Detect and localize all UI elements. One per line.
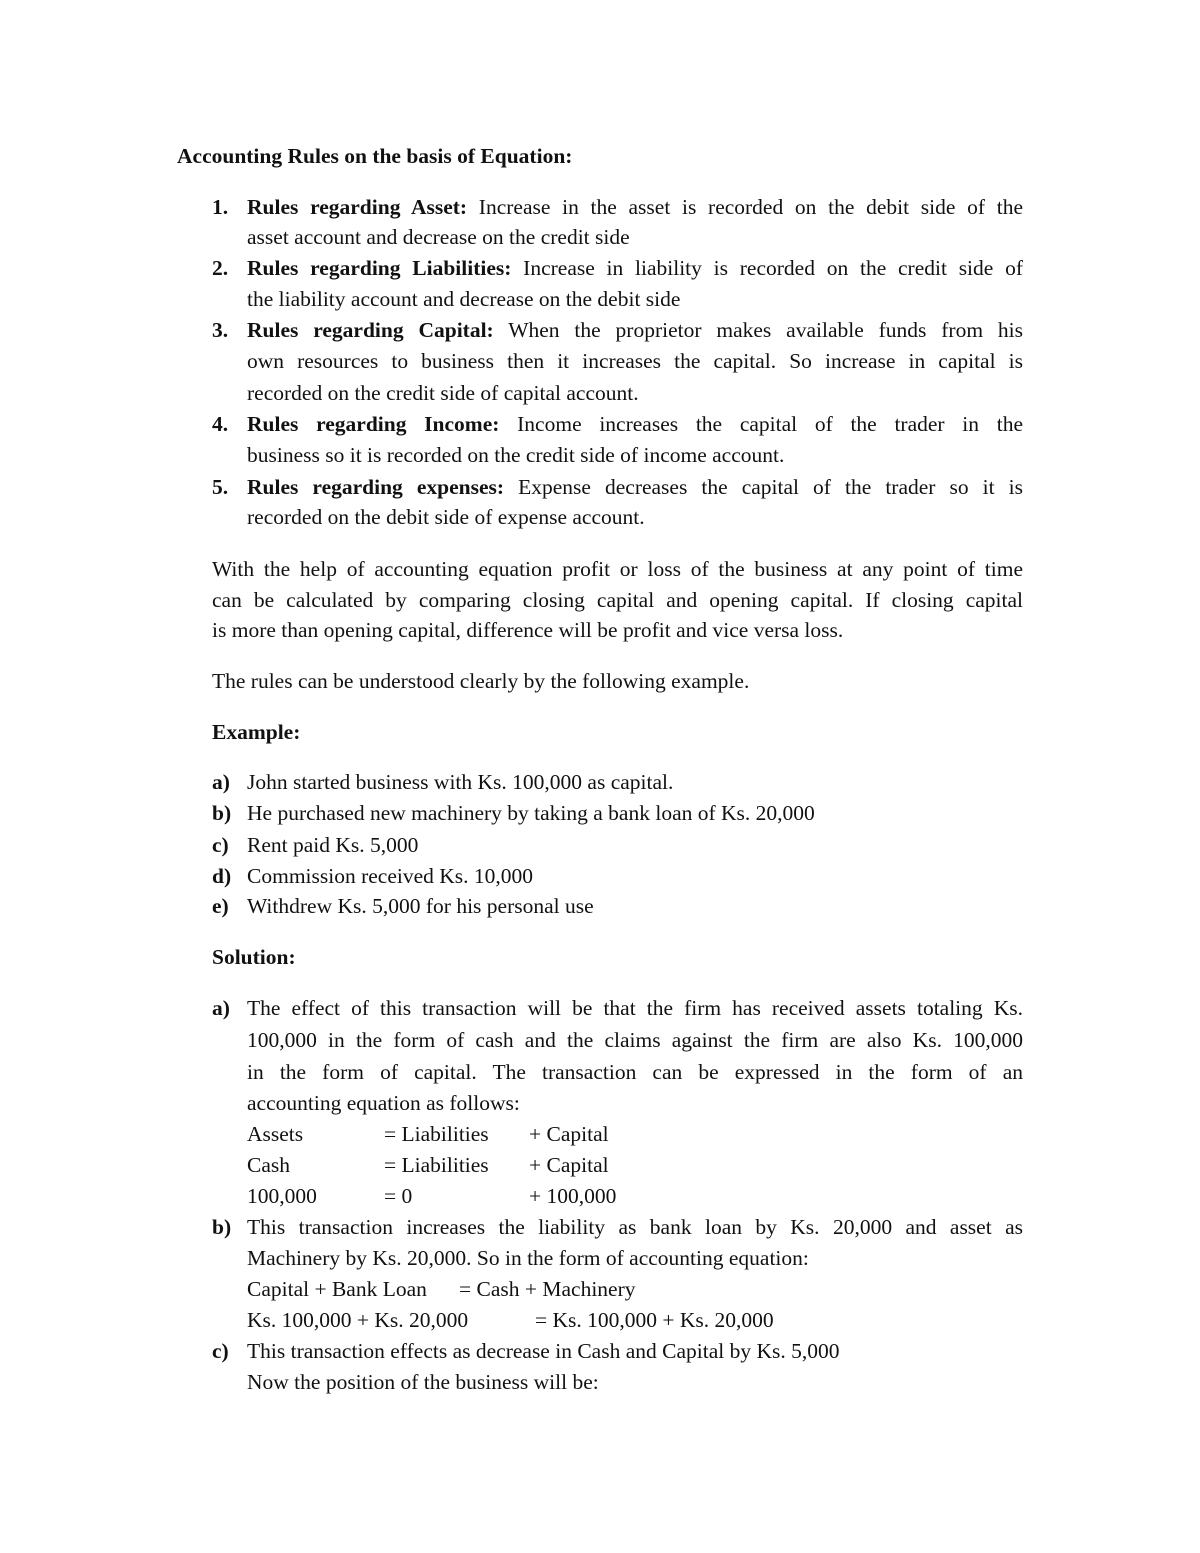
paragraph-text: With the help of accounting equation profit or loss of the business at any point of time: [212, 557, 1023, 581]
solution-text: This transaction increases the liability as bank loan by Ks. 20,000 and asset as: [247, 1215, 1023, 1239]
list-letter: a): [212, 996, 230, 1020]
rule-line: [247, 258, 1023, 280]
equation-cell: Cash: [247, 1153, 290, 1177]
rule-text-span: own resources to business then it increases the capital. So increase in capital is: [247, 349, 1023, 373]
solution-line: [247, 1217, 1023, 1239]
rule-number: 1.: [212, 195, 229, 219]
rule-text: the liability account and decrease on the debit side: [247, 287, 681, 311]
rule-title: Rules regarding expenses:: [247, 475, 505, 499]
page-title: Accounting Rules on the basis of Equation:: [177, 144, 573, 168]
rule-text: [247, 351, 1023, 373]
solution-line: [247, 1030, 1023, 1052]
list-item: He purchased new machinery by taking a bank loan of Ks. 20,000: [247, 801, 815, 825]
example-heading: Example:: [212, 720, 301, 744]
list-letter: b): [212, 1215, 232, 1239]
solution-line: Machinery by Ks. 20,000. So in the form of accounting equation:: [247, 1246, 809, 1270]
equation-cell: = Liabilities: [384, 1153, 489, 1177]
list-letter: c): [212, 1339, 229, 1363]
solution-text: in the form of capital. The transaction can be expressed in the form of an: [247, 1060, 1023, 1084]
equation-right: = Cash + Machinery: [459, 1277, 636, 1301]
rule-text: Increase in liability is recorded on the credit side of: [523, 256, 1023, 280]
equation-cell: = Liabilities: [384, 1122, 489, 1146]
solution-line: Now the position of the business will be:: [247, 1370, 599, 1394]
equation-cell: Assets: [247, 1122, 304, 1146]
rule-line: [247, 477, 1023, 499]
rule-title: Rules regarding Asset:: [247, 195, 468, 219]
solution-heading: Solution:: [212, 945, 296, 969]
solution-text: 100,000 in the form of cash and the claims against the firm are also Ks. 100,000: [247, 1028, 1023, 1052]
rule-line: [247, 197, 1023, 219]
rule-text: asset account and decrease on the credit side: [247, 225, 630, 249]
list-letter: a): [212, 770, 230, 794]
rule-text: business so it is recorded on the credit side of income account.: [247, 443, 785, 467]
paragraph-text: can be calculated by comparing closing capital and opening capital. If closing capital: [212, 588, 1023, 612]
rule-text: Increase in the asset is recorded on the debit side of the: [478, 195, 1023, 219]
equation-cell: + Capital: [529, 1153, 609, 1177]
equation-left: Capital + Bank Loan: [247, 1277, 427, 1301]
solution-line: [247, 998, 1023, 1020]
rule-title: Rules regarding Liabilities:: [247, 256, 512, 280]
list-letter: d): [212, 864, 232, 888]
list-letter: b): [212, 801, 232, 825]
rule-line: [247, 320, 1023, 342]
rule-text: recorded on the credit side of capital account.: [247, 381, 639, 405]
rule-number: 3.: [212, 318, 229, 342]
rule-number: 2.: [212, 256, 229, 280]
solution-line: [247, 1062, 1023, 1084]
rule-title: Rules regarding Income:: [247, 412, 500, 436]
equation-cell: + Capital: [529, 1122, 609, 1146]
equation-cell: + 100,000: [529, 1184, 617, 1208]
list-item: John started business with Ks. 100,000 as capital.: [247, 770, 674, 794]
rule-text: Expense decreases the capital of the trader so it is: [518, 475, 1024, 499]
equation-cell: 100,000: [247, 1184, 317, 1208]
rule-line: [247, 414, 1023, 436]
paragraph-line: [212, 559, 1023, 581]
list-item: Withdrew Ks. 5,000 for his personal use: [247, 894, 594, 918]
paragraph-line: [212, 590, 1023, 612]
paragraph-line: is more than opening capital, difference will be profit and vice versa loss.: [212, 618, 844, 642]
list-item: Rent paid Ks. 5,000: [247, 833, 419, 857]
rule-number: 5.: [212, 475, 229, 499]
list-item: Commission received Ks. 10,000: [247, 864, 534, 888]
equation-right: = Ks. 100,000 + Ks. 20,000: [535, 1308, 774, 1332]
solution-line: This transaction effects as decrease in Cash and Capital by Ks. 5,000: [247, 1339, 840, 1363]
rule-text: Income increases the capital of the trader in the: [517, 412, 1023, 436]
rule-text: When the proprietor makes available funds from his: [508, 318, 1024, 342]
rule-title: Rules regarding Capital:: [247, 318, 494, 342]
list-letter: c): [212, 833, 229, 857]
equation-left: Ks. 100,000 + Ks. 20,000: [247, 1308, 469, 1332]
rule-text: recorded on the debit side of expense account.: [247, 505, 645, 529]
rule-number: 4.: [212, 412, 229, 436]
solution-text: The effect of this transaction will be that the firm has received assets totaling Ks.: [247, 996, 1023, 1020]
paragraph: The rules can be understood clearly by the following example.: [212, 669, 750, 693]
solution-line: accounting equation as follows:: [247, 1091, 520, 1115]
equation-cell: = 0: [384, 1184, 413, 1208]
list-letter: e): [212, 894, 229, 918]
